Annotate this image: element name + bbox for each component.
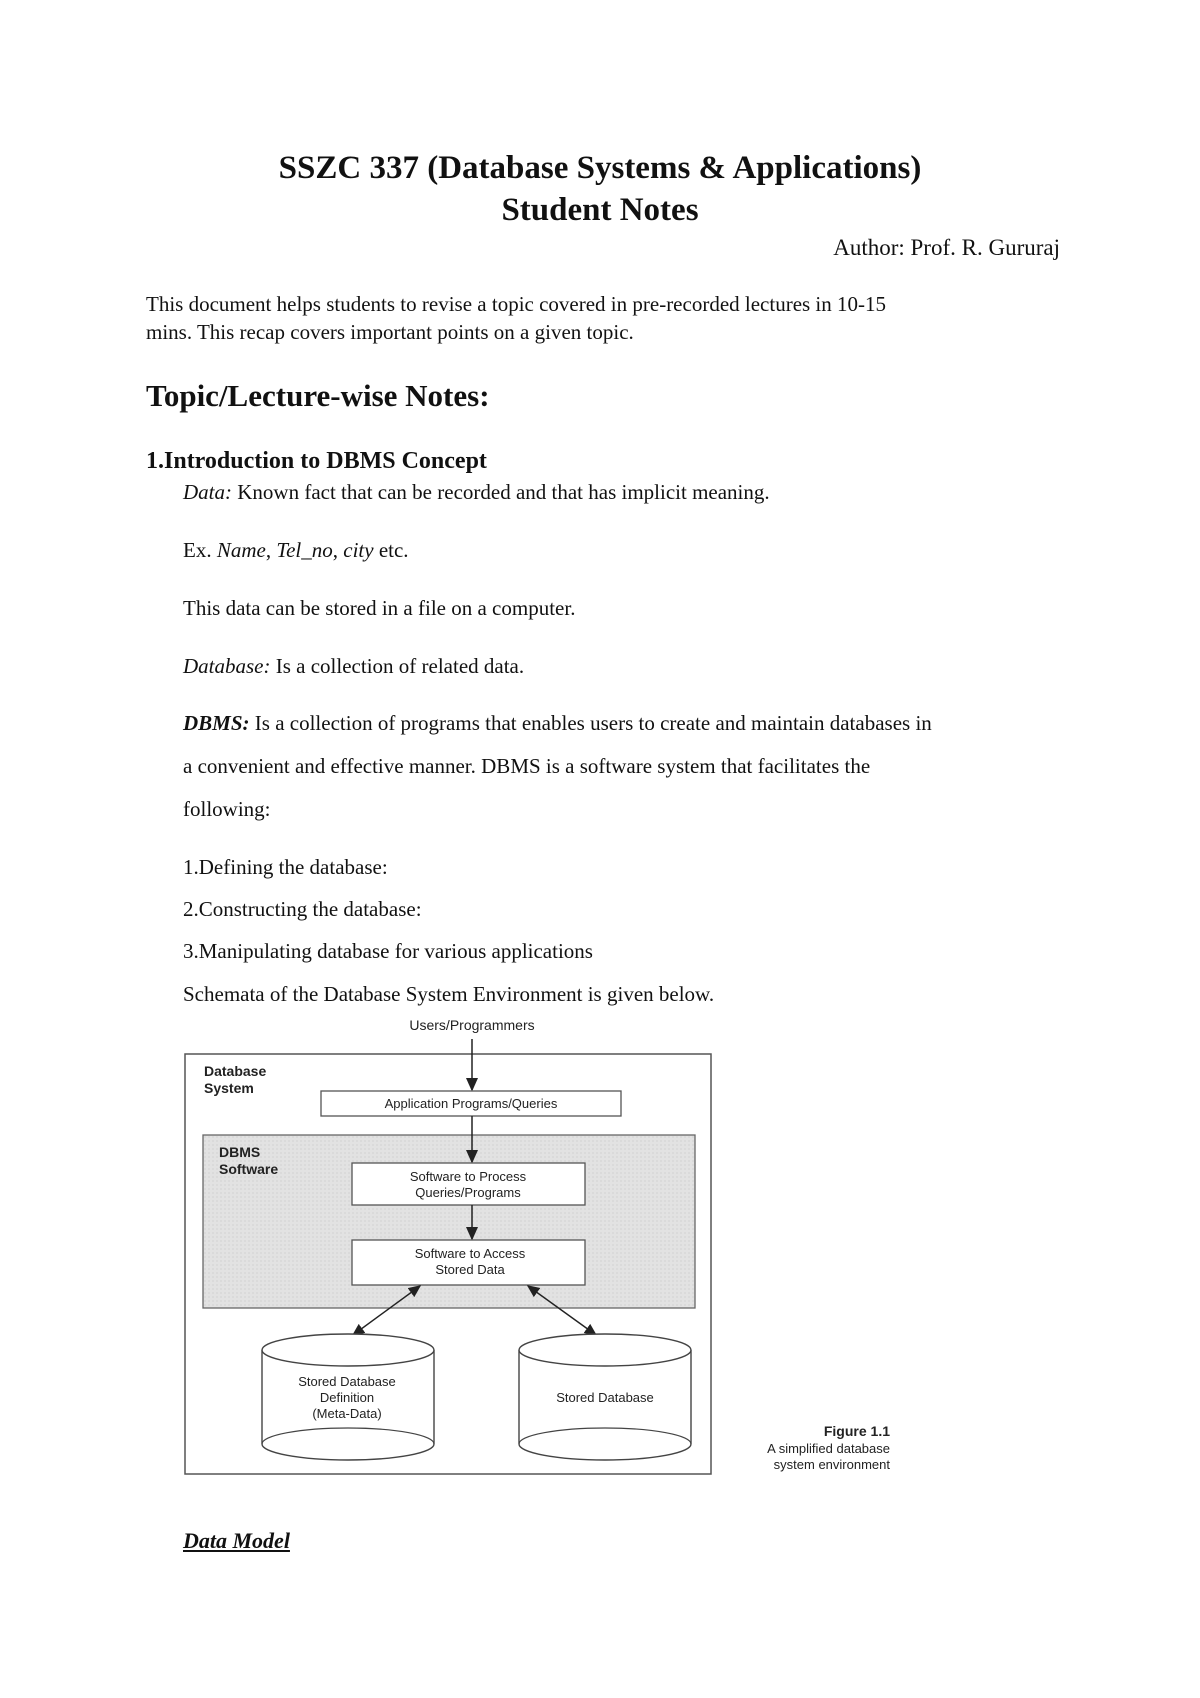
figure-caption: system environment <box>773 1457 890 1472</box>
section-heading: 1.Introduction to DBMS Concept <box>146 448 487 474</box>
users-label: Users/Programmers <box>409 1017 535 1033</box>
example-name: Name <box>216 538 266 562</box>
data-model-heading: Data Model <box>183 1528 290 1553</box>
example-suffix: etc. <box>373 538 409 562</box>
intro-line-2: mins. This recap covers important points on a given topic. <box>146 320 634 344</box>
database-term: Database: <box>183 654 271 678</box>
list-item: 1.Defining the database: <box>183 855 388 879</box>
example-sep-1: , <box>265 538 277 562</box>
stored-definition-label: Stored Database <box>298 1374 396 1389</box>
database-def: Is a collection of related data. <box>270 654 525 678</box>
dbms-definition-line-2: a convenient and effective manner. DBMS is a software system that facilitates the <box>183 754 871 778</box>
example-sep-2: , <box>332 538 344 562</box>
access-software-label: Stored Data <box>435 1262 505 1277</box>
example-prefix: Ex. <box>183 538 217 562</box>
list-item: 3.Manipulating database for various applications <box>183 939 593 963</box>
intro-line-1: This document helps students to revise a topic covered in pre-recorded lectures in 10-15 <box>146 292 887 316</box>
database-system-label: Database <box>204 1063 267 1079</box>
dbms-definition-line-3: following: <box>183 797 271 821</box>
dbms-def-1: Is a collection of programs that enables users to create and maintain databases in <box>249 711 932 735</box>
stored-definition-label: (Meta-Data) <box>312 1406 382 1421</box>
dbms-software-label: DBMS <box>219 1144 261 1160</box>
example-city: city <box>343 538 374 562</box>
figure-caption: A simplified database <box>767 1441 890 1456</box>
process-software-label: Software to Process <box>409 1169 527 1184</box>
access-software-label: Software to Access <box>414 1246 526 1261</box>
example-tel: Tel_no <box>276 538 333 562</box>
list-item: 2.Constructing the database: <box>183 897 422 921</box>
author-line: Author: Prof. R. Gururaj <box>833 235 1060 260</box>
dbms-term: DBMS: <box>183 711 250 735</box>
data-def: Known fact that can be recorded and that has implicit meaning. <box>232 480 770 504</box>
stored-database-label: Stored Database <box>556 1390 654 1405</box>
schemata-line: Schemata of the Database System Environment is given below. <box>183 982 715 1006</box>
page-title: SSZC 337 (Database Systems & Applications) <box>278 150 922 186</box>
database-system-label: System <box>204 1080 254 1096</box>
application-programs-label: Application Programs/Queries <box>384 1096 558 1111</box>
data-term: Data: <box>183 480 232 504</box>
topic-heading: Topic/Lecture-wise Notes: <box>146 378 490 413</box>
stored-line: This data can be stored in a file on a computer. <box>183 596 576 620</box>
page-subtitle: Student Notes <box>501 192 699 228</box>
figure-caption-title: Figure 1.1 <box>823 1423 890 1439</box>
dbms-software-label: Software <box>219 1161 279 1177</box>
stored-definition-label: Definition <box>319 1390 375 1405</box>
process-software-label: Queries/Programs <box>415 1185 521 1200</box>
